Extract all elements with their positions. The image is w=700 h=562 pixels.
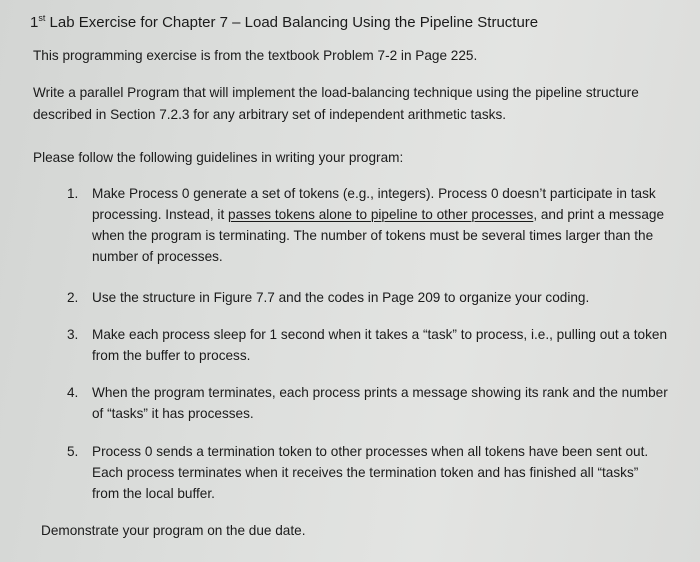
list-item-line: of “tasks” it has processes. bbox=[92, 406, 254, 421]
list-item-line: Use the structure in Figure 7.7 and the codes in Page 209 to organize your coding. bbox=[92, 290, 590, 305]
list-item-number: 3. bbox=[67, 327, 79, 342]
list-item-number: 2. bbox=[67, 290, 79, 305]
intro-paragraph: This programming exercise is from the textbook Problem 7-2 in Page 225. bbox=[33, 48, 478, 63]
list-item-number: 5. bbox=[67, 444, 79, 459]
list-item-line: from the buffer to process. bbox=[92, 348, 251, 363]
list-item-line: When the program terminates, each process prints a message showing its rank and the number bbox=[92, 385, 668, 400]
list-item-line: when the program is terminating. The number of tokens must be several times larger than the bbox=[92, 228, 654, 243]
task-line-1: Write a parallel Program that will implement the load-balancing technique using the pipeline structure bbox=[33, 85, 639, 100]
title-text: Lab Exercise for Chapter 7 – Load Balancing Using the Pipeline Structure bbox=[45, 14, 539, 31]
list-item-number: 1. bbox=[67, 186, 79, 201]
list-item-line: processing. Instead, it passes tokens alone to pipeline to other processes, and print a message bbox=[92, 207, 665, 222]
closing-line: Demonstrate your program on the due date. bbox=[41, 523, 306, 538]
list-item-line: Process 0 sends a termination token to other processes when all tokens have been sent out. bbox=[92, 444, 649, 459]
task-line-2: described in Section 7.2.3 for any arbitrary set of independent arithmetic tasks. bbox=[33, 107, 507, 122]
list-item-line: Make Process 0 generate a set of tokens (e.g., integers). Process 0 doesn’t participate in task bbox=[92, 186, 656, 201]
list-item-number: 4. bbox=[67, 385, 79, 400]
underlined-text: passes tokens alone to pipeline to other processes bbox=[228, 207, 534, 222]
list-item-line: Each process terminates when it receives the termination token and has finished all “tasks” bbox=[92, 465, 639, 480]
guidelines-heading: Please follow the following guidelines in writing your program: bbox=[33, 150, 404, 165]
list-item-line: from the local buffer. bbox=[92, 486, 215, 501]
list-item-line: number of processes. bbox=[92, 249, 223, 264]
title-prefix: 1 bbox=[30, 14, 39, 31]
title-superscript: st bbox=[38, 13, 46, 23]
list-item-line: Make each process sleep for 1 second when it takes a “task” to process, i.e., pulling out a token bbox=[92, 327, 668, 342]
document-title bbox=[30, 12, 538, 33]
